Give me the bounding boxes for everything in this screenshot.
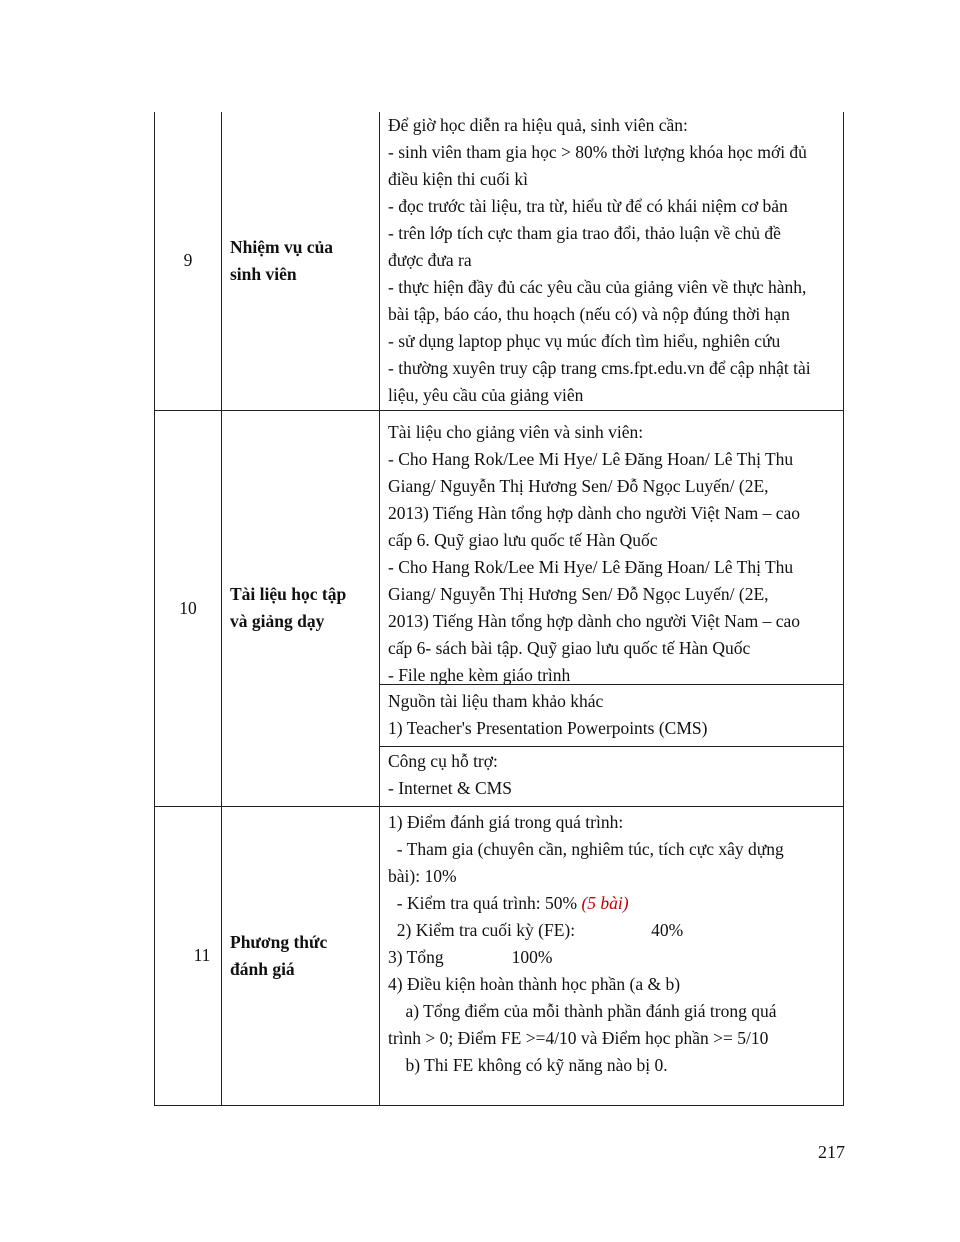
row-label — [222, 410, 380, 806]
row-number: 11 — [155, 806, 222, 1105]
content-line: 1) Teacher's Presentation Powerpoints (CMS) — [388, 717, 708, 738]
content-line: - File nghe kèm giáo trình — [388, 664, 571, 685]
label-line: và giảng dạy — [230, 611, 325, 631]
content-line: Để giờ học diễn ra hiệu quả, sinh viên cần: — [388, 115, 688, 136]
content-line: 2013) Tiếng Hàn tổng hợp dành cho người Việt Nam – cao — [388, 610, 801, 631]
content-line: b) Thi FE không có kỹ năng nào bị 0. — [388, 1054, 668, 1075]
content-line: điều kiện thi cuối kì — [388, 169, 528, 190]
row-content — [380, 112, 844, 410]
content-line: a) Tổng điểm của mỗi thành phần đánh giá trong quá — [388, 1000, 777, 1021]
content-line: - thường xuyên truy cập trang cms.fpt.edu.vn để cập nhật tài — [388, 358, 811, 379]
content-line — [388, 890, 835, 917]
content-line: cấp 6. Quỹ giao lưu quốc tế Hàn Quốc — [388, 529, 658, 550]
content-line: - đọc trước tài liệu, tra từ, hiểu từ để có khái niệm cơ bản — [388, 196, 788, 217]
label-line: Tài liệu học tập — [230, 584, 347, 604]
other-references-cell — [380, 685, 843, 747]
total-value: 100% — [511, 946, 553, 967]
content-line — [388, 944, 835, 971]
row-number: 10 — [155, 410, 222, 806]
content-line: - Cho Hang Rok/Lee Mi Hye/ Lê Đăng Hoan/ Lê Thị Thu — [388, 448, 794, 469]
content-line: trình > 0; Điểm FE >=4/10 và Điểm học phần >= 5/10 — [388, 1027, 769, 1048]
assessment-text: - Kiểm tra quá trình: 50% — [388, 892, 582, 913]
content-line — [388, 917, 835, 944]
content-line: Công cụ hỗ trợ: — [388, 750, 498, 771]
paren-close: bài) — [596, 892, 629, 913]
total-label: 3) Tổng — [388, 946, 444, 967]
support-tools-cell — [380, 747, 843, 801]
content-line: bài tập, báo cáo, thu hoạch (nếu có) và nộp đúng thời hạn — [388, 304, 790, 325]
row-label — [222, 806, 380, 1105]
content-line: - trên lớp tích cực tham gia trao đổi, thảo luận về chủ đề — [388, 223, 781, 244]
content-line: Nguồn tài liệu tham khảo khác — [388, 690, 604, 711]
content-line: - Tham gia (chuyên cần, nghiêm túc, tích cực xây dựng — [388, 838, 784, 859]
label-line: đánh giá — [230, 958, 295, 979]
label-line: Phương thức — [230, 931, 328, 952]
page-number: 217 — [818, 1142, 845, 1162]
content-line: liệu, yêu cầu của giảng viên — [388, 385, 584, 406]
content-line: bài): 10% — [388, 865, 457, 886]
row-label — [222, 112, 380, 410]
content-line: cấp 6- sách bài tập. Quỹ giao lưu quốc tế Hàn Quốc — [388, 637, 751, 658]
row-number: 9 — [155, 112, 222, 410]
test-count: 5 — [587, 892, 597, 913]
row-content — [380, 410, 844, 806]
content-line: - sinh viên tham gia học > 80% thời lượng khóa học mới đủ — [388, 142, 807, 163]
fe-label: 2) Kiểm tra cuối kỳ (FE): — [388, 919, 576, 940]
content-line: Giang/ Nguyễn Thị Hương Sen/ Đỗ Ngọc Luyến/ (2E, — [388, 475, 769, 496]
table-row-10 — [155, 410, 844, 806]
content-line: 2013) Tiếng Hàn tổng hợp dành cho người Việt Nam – cao — [388, 502, 801, 523]
main-materials-cell — [380, 416, 843, 685]
content-line: Tài liệu cho giảng viên và sinh viên: — [388, 421, 644, 442]
content-line: Giang/ Nguyễn Thị Hương Sen/ Đỗ Ngọc Luyến/ (2E, — [388, 583, 769, 604]
row-content — [380, 806, 844, 1105]
paren-open: ( — [581, 892, 588, 913]
content-line: - Internet & CMS — [388, 777, 512, 798]
syllabus-table — [154, 112, 844, 1106]
label-line: Nhiệm vụ của — [230, 236, 334, 257]
content-line: 4) Điều kiện hoàn thành học phần (a & b) — [388, 973, 681, 994]
content-line: - Cho Hang Rok/Lee Mi Hye/ Lê Đăng Hoan/ Lê Thị Thu — [388, 556, 794, 577]
content-line: - thực hiện đầy đủ các yêu cầu của giảng viên về thực hành, — [388, 277, 807, 298]
fe-weight: 40% — [651, 919, 684, 940]
table-row-9 — [155, 112, 844, 410]
content-line: được đưa ra — [388, 250, 472, 271]
content-line: - sử dụng laptop phục vụ múc đích tìm hiểu, nghiên cứu — [388, 331, 781, 352]
content-line: 1) Điểm đánh giá trong quá trình: — [388, 811, 624, 832]
label-line: sinh viên — [230, 263, 297, 284]
table-row-11 — [155, 806, 844, 1105]
